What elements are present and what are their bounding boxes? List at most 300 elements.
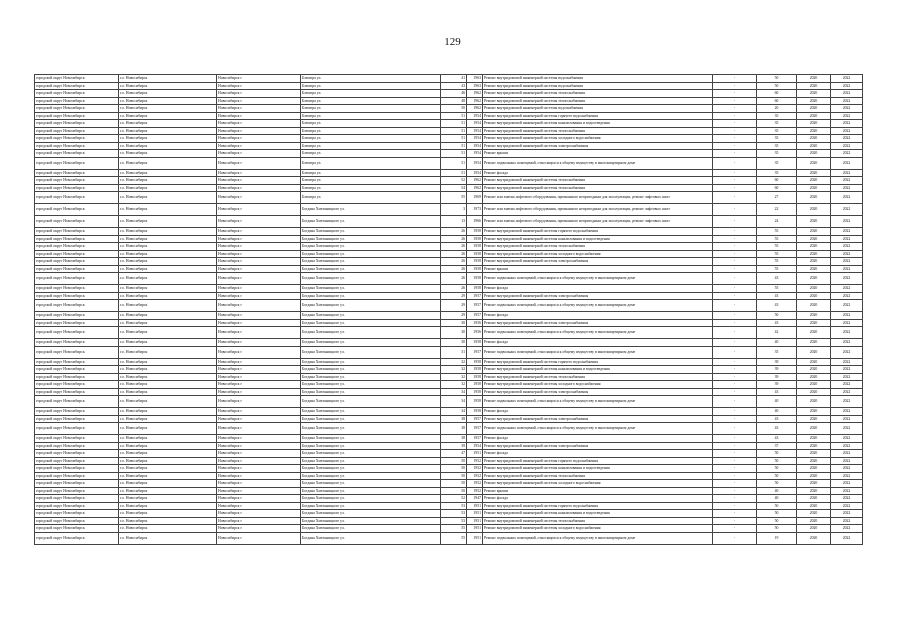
- district-cell: городской округ Новосибирск: [35, 150, 119, 158]
- cost-cell: 50: [757, 75, 797, 83]
- work-type-cell: Ремонт подвальных помещений, относящихся к общему имуществу в многоквартирном доме: [483, 273, 713, 285]
- street-cell: Богдана Хмельницкого ул.: [301, 292, 441, 300]
- dash-cell: -: [713, 373, 757, 381]
- end-year-cell: 2022: [831, 169, 863, 177]
- build-year-cell: 1958: [467, 358, 483, 366]
- cost-cell: 55: [757, 228, 797, 236]
- build-year-cell: 1952: [467, 472, 483, 480]
- street-cell: Богдана Хмельницкого ул.: [301, 388, 441, 396]
- house-number-cell: 53: [441, 502, 467, 510]
- end-year-cell: 2022: [831, 423, 863, 435]
- table-row: [35, 235, 863, 243]
- end-year-cell: 2022: [831, 150, 863, 158]
- end-year-cell: 2022: [831, 366, 863, 374]
- build-year-cell: 1957: [467, 415, 483, 423]
- work-type-cell: Ремонт внутридомовой инженерной системы канализования и водоотведения: [483, 366, 713, 374]
- dash-cell: -: [713, 319, 757, 327]
- house-number-cell: 38: [441, 415, 467, 423]
- start-year-cell: 2020: [797, 235, 831, 243]
- work-type-cell: Ремонт крыши: [483, 487, 713, 495]
- city-cell: г.о. Новосибирск: [119, 480, 217, 488]
- build-year-cell: 1958: [467, 339, 483, 347]
- cost-cell: 35: [757, 150, 797, 158]
- build-year-cell: 1958: [467, 265, 483, 273]
- locality-cell: Новосибирск г: [217, 157, 301, 169]
- build-year-cell: 1952: [467, 465, 483, 473]
- table-row: [35, 517, 863, 525]
- street-cell: Богдана Хмельницкого ул.: [301, 525, 441, 533]
- district-cell: городской округ Новосибирск: [35, 358, 119, 366]
- city-cell: г.о. Новосибирск: [119, 319, 217, 327]
- start-year-cell: 2020: [797, 408, 831, 416]
- end-year-cell: 2022: [831, 465, 863, 473]
- dash-cell: -: [713, 216, 757, 228]
- house-number-cell: 50: [441, 480, 467, 488]
- start-year-cell: 2020: [797, 112, 831, 120]
- work-type-cell: Ремонт внутридомовой инженерной системы теплоснабжения: [483, 472, 713, 480]
- build-year-cell: 1954: [467, 135, 483, 143]
- dash-cell: -: [713, 415, 757, 423]
- locality-cell: Новосибирск г: [217, 120, 301, 128]
- dash-cell: -: [713, 169, 757, 177]
- table-row: [35, 273, 863, 285]
- start-year-cell: 2020: [797, 532, 831, 544]
- district-cell: городской округ Новосибирск: [35, 396, 119, 408]
- street-cell: Богдана Хмельницкого ул.: [301, 502, 441, 510]
- district-cell: городской округ Новосибирск: [35, 127, 119, 135]
- dash-cell: -: [713, 142, 757, 150]
- build-year-cell: 1958: [467, 258, 483, 266]
- street-cell: Богдана Хмельницкого ул.: [301, 442, 441, 450]
- district-cell: городской округ Новосибирск: [35, 75, 119, 83]
- end-year-cell: 2022: [831, 142, 863, 150]
- locality-cell: Новосибирск г: [217, 510, 301, 518]
- street-cell: Богдана Хмельницкого ул.: [301, 373, 441, 381]
- table-row: [35, 184, 863, 192]
- table-row: [35, 105, 863, 113]
- end-year-cell: 2022: [831, 192, 863, 204]
- locality-cell: Новосибирск г: [217, 75, 301, 83]
- table-row: [35, 408, 863, 416]
- locality-cell: Новосибирск г: [217, 300, 301, 312]
- cost-cell: 50: [757, 457, 797, 465]
- street-cell: Богдана Хмельницкого ул.: [301, 250, 441, 258]
- dash-cell: -: [713, 510, 757, 518]
- city-cell: г.о. Новосибирск: [119, 90, 217, 98]
- start-year-cell: 2020: [797, 396, 831, 408]
- end-year-cell: 2022: [831, 177, 863, 185]
- dash-cell: -: [713, 435, 757, 443]
- build-year-cell: 1962: [467, 177, 483, 185]
- locality-cell: Новосибирск г: [217, 396, 301, 408]
- build-year-cell: 1956: [467, 319, 483, 327]
- dash-cell: -: [713, 487, 757, 495]
- street-cell: Богдана Хмельницкого ул.: [301, 381, 441, 389]
- city-cell: г.о. Новосибирск: [119, 169, 217, 177]
- table-row: [35, 204, 863, 216]
- city-cell: г.о. Новосибирск: [119, 339, 217, 347]
- city-cell: г.о. Новосибирск: [119, 135, 217, 143]
- cost-cell: 39: [757, 358, 797, 366]
- city-cell: г.о. Новосибирск: [119, 184, 217, 192]
- street-cell: Блюхера ул.: [301, 177, 441, 185]
- end-year-cell: 2022: [831, 204, 863, 216]
- city-cell: г.о. Новосибирск: [119, 112, 217, 120]
- house-number-cell: 46: [441, 90, 467, 98]
- cost-cell: 35: [757, 346, 797, 358]
- house-number-cell: 26: [441, 273, 467, 285]
- start-year-cell: 2020: [797, 517, 831, 525]
- house-number-cell: 26: [441, 285, 467, 293]
- district-cell: городской округ Новосибирск: [35, 135, 119, 143]
- city-cell: г.о. Новосибирск: [119, 517, 217, 525]
- work-type-cell: Ремонт внутридомовой инженерной системы холодного водоснабжения: [483, 480, 713, 488]
- street-cell: Богдана Хмельницкого ул.: [301, 408, 441, 416]
- street-cell: Блюхера ул.: [301, 90, 441, 98]
- cost-cell: 35: [757, 127, 797, 135]
- work-type-cell: Ремонт внутридомовой инженерной системы теплоснабжения: [483, 373, 713, 381]
- end-year-cell: 2022: [831, 265, 863, 273]
- district-cell: городской округ Новосибирск: [35, 319, 119, 327]
- work-type-cell: Ремонт подвальных помещений, относящихся к общему имуществу в многоквартирном доме: [483, 157, 713, 169]
- house-number-cell: 13: [441, 216, 467, 228]
- city-cell: г.о. Новосибирск: [119, 228, 217, 236]
- city-cell: г.о. Новосибирск: [119, 157, 217, 169]
- dash-cell: -: [713, 273, 757, 285]
- district-cell: городской округ Новосибирск: [35, 510, 119, 518]
- dash-cell: -: [713, 457, 757, 465]
- cost-cell: 50: [757, 525, 797, 533]
- table-row: [35, 339, 863, 347]
- dash-cell: -: [713, 265, 757, 273]
- dash-cell: -: [713, 480, 757, 488]
- dash-cell: -: [713, 112, 757, 120]
- start-year-cell: 2020: [797, 150, 831, 158]
- house-number-cell: 3: [441, 204, 467, 216]
- start-year-cell: 2020: [797, 169, 831, 177]
- end-year-cell: 2022: [831, 373, 863, 381]
- district-cell: городской округ Новосибирск: [35, 192, 119, 204]
- locality-cell: Новосибирск г: [217, 90, 301, 98]
- locality-cell: Новосибирск г: [217, 381, 301, 389]
- end-year-cell: 2022: [831, 472, 863, 480]
- cost-cell: 40: [757, 487, 797, 495]
- cost-cell: 40: [757, 495, 797, 503]
- city-cell: г.о. Новосибирск: [119, 285, 217, 293]
- start-year-cell: 2020: [797, 373, 831, 381]
- build-year-cell: 1962: [467, 105, 483, 113]
- locality-cell: Новосибирск г: [217, 97, 301, 105]
- build-year-cell: 1954: [467, 120, 483, 128]
- dash-cell: -: [713, 184, 757, 192]
- locality-cell: Новосибирск г: [217, 285, 301, 293]
- district-cell: городской округ Новосибирск: [35, 120, 119, 128]
- work-type-cell: Ремонт фасада: [483, 169, 713, 177]
- table-row: [35, 300, 863, 312]
- end-year-cell: 2022: [831, 415, 863, 423]
- work-type-cell: Ремонт внутридомовой инженерной системы канализования и водоотведения: [483, 465, 713, 473]
- locality-cell: Новосибирск г: [217, 472, 301, 480]
- district-cell: городской округ Новосибирск: [35, 258, 119, 266]
- cost-cell: 43: [757, 292, 797, 300]
- house-number-cell: 34: [441, 396, 467, 408]
- district-cell: городской округ Новосибирск: [35, 495, 119, 503]
- build-year-cell: 1958: [467, 373, 483, 381]
- build-year-cell: 1954: [467, 127, 483, 135]
- work-type-cell: Ремонт внутридомовой инженерной системы теплоснабжения: [483, 184, 713, 192]
- start-year-cell: 2020: [797, 415, 831, 423]
- street-cell: Богдана Хмельницкого ул.: [301, 300, 441, 312]
- start-year-cell: 2020: [797, 381, 831, 389]
- house-number-cell: 50: [441, 472, 467, 480]
- work-type-cell: Ремонт или замена лифтового оборудования, признанного непригодным для эксплуатации, ремонт лифтовых шахт: [483, 216, 713, 228]
- end-year-cell: 2022: [831, 112, 863, 120]
- start-year-cell: 2020: [797, 327, 831, 339]
- district-cell: городской округ Новосибирск: [35, 408, 119, 416]
- cost-cell: 55: [757, 265, 797, 273]
- work-type-cell: Ремонт внутридомовой инженерной системы водоснабжения: [483, 82, 713, 90]
- build-year-cell: 1958: [467, 381, 483, 389]
- locality-cell: Новосибирск г: [217, 415, 301, 423]
- house-number-cell: 29: [441, 292, 467, 300]
- cost-cell: 60: [757, 97, 797, 105]
- house-number-cell: 51: [441, 157, 467, 169]
- house-number-cell: 53: [441, 510, 467, 518]
- district-cell: городской округ Новосибирск: [35, 285, 119, 293]
- house-number-cell: 51: [441, 142, 467, 150]
- dash-cell: -: [713, 502, 757, 510]
- city-cell: г.о. Новосибирск: [119, 127, 217, 135]
- build-year-cell: 1963: [467, 82, 483, 90]
- table-row: [35, 525, 863, 533]
- start-year-cell: 2020: [797, 487, 831, 495]
- locality-cell: Новосибирск г: [217, 142, 301, 150]
- start-year-cell: 2020: [797, 105, 831, 113]
- district-cell: городской округ Новосибирск: [35, 339, 119, 347]
- cost-cell: 50: [757, 517, 797, 525]
- locality-cell: Новосибирск г: [217, 258, 301, 266]
- district-cell: городской округ Новосибирск: [35, 450, 119, 458]
- work-type-cell: Ремонт крыши: [483, 265, 713, 273]
- table-row: [35, 388, 863, 396]
- cost-cell: 35: [757, 142, 797, 150]
- house-number-cell: 26: [441, 235, 467, 243]
- district-cell: городской округ Новосибирск: [35, 480, 119, 488]
- locality-cell: Новосибирск г: [217, 388, 301, 396]
- table-row: [35, 450, 863, 458]
- start-year-cell: 2020: [797, 192, 831, 204]
- work-type-cell: Ремонт подвальных помещений, относящихся к общему имуществу в многоквартирном доме: [483, 532, 713, 544]
- start-year-cell: 2020: [797, 75, 831, 83]
- locality-cell: Новосибирск г: [217, 423, 301, 435]
- street-cell: Богдана Хмельницкого ул.: [301, 358, 441, 366]
- locality-cell: Новосибирск г: [217, 435, 301, 443]
- street-cell: Блюхера ул.: [301, 105, 441, 113]
- cost-cell: 43: [757, 423, 797, 435]
- cost-cell: 39: [757, 366, 797, 374]
- district-cell: городской округ Новосибирск: [35, 142, 119, 150]
- build-year-cell: 1958: [467, 388, 483, 396]
- end-year-cell: 2022: [831, 339, 863, 347]
- house-number-cell: 32: [441, 381, 467, 389]
- work-type-cell: Ремонт внутридомовой инженерной системы теплоснабжения: [483, 517, 713, 525]
- end-year-cell: 2022: [831, 97, 863, 105]
- build-year-cell: 1954: [467, 169, 483, 177]
- city-cell: г.о. Новосибирск: [119, 292, 217, 300]
- dash-cell: -: [713, 82, 757, 90]
- city-cell: г.о. Новосибирск: [119, 300, 217, 312]
- start-year-cell: 2020: [797, 258, 831, 266]
- locality-cell: Новосибирск г: [217, 273, 301, 285]
- table-row: [35, 127, 863, 135]
- build-year-cell: 1958: [467, 366, 483, 374]
- table-row: [35, 265, 863, 273]
- locality-cell: Новосибирск г: [217, 204, 301, 216]
- locality-cell: Новосибирск г: [217, 135, 301, 143]
- house-number-cell: 26: [441, 250, 467, 258]
- table-row: [35, 157, 863, 169]
- end-year-cell: 2022: [831, 75, 863, 83]
- district-cell: городской округ Новосибирск: [35, 228, 119, 236]
- table-row: [35, 292, 863, 300]
- house-number-cell: 54: [441, 184, 467, 192]
- build-year-cell: 1957: [467, 312, 483, 320]
- table-row: [35, 216, 863, 228]
- end-year-cell: 2022: [831, 450, 863, 458]
- end-year-cell: 2022: [831, 82, 863, 90]
- dash-cell: -: [713, 388, 757, 396]
- table-row: [35, 480, 863, 488]
- city-cell: г.о. Новосибирск: [119, 265, 217, 273]
- start-year-cell: 2020: [797, 388, 831, 396]
- cost-cell: 43: [757, 388, 797, 396]
- house-number-cell: 55: [441, 525, 467, 533]
- cost-cell: 39: [757, 381, 797, 389]
- street-cell: Богдана Хмельницкого ул.: [301, 273, 441, 285]
- table-row: [35, 435, 863, 443]
- cost-cell: 40: [757, 408, 797, 416]
- locality-cell: Новосибирск г: [217, 495, 301, 503]
- dash-cell: -: [713, 204, 757, 216]
- dash-cell: -: [713, 97, 757, 105]
- house-number-cell: 55: [441, 532, 467, 544]
- work-type-cell: Ремонт внутридомовой инженерной системы водоснабжения: [483, 75, 713, 83]
- dash-cell: -: [713, 292, 757, 300]
- table-row: [35, 495, 863, 503]
- cost-cell: 50: [757, 82, 797, 90]
- start-year-cell: 2020: [797, 177, 831, 185]
- city-cell: г.о. Новосибирск: [119, 243, 217, 251]
- table-row: [35, 250, 863, 258]
- dash-cell: -: [713, 228, 757, 236]
- house-number-cell: 29: [441, 312, 467, 320]
- district-cell: городской округ Новосибирск: [35, 327, 119, 339]
- street-cell: Богдана Хмельницкого ул.: [301, 228, 441, 236]
- street-cell: Богдана Хмельницкого ул.: [301, 265, 441, 273]
- end-year-cell: 2022: [831, 105, 863, 113]
- start-year-cell: 2020: [797, 300, 831, 312]
- house-number-cell: 51: [441, 169, 467, 177]
- build-year-cell: 1951: [467, 517, 483, 525]
- locality-cell: Новосибирск г: [217, 327, 301, 339]
- city-cell: г.о. Новосибирск: [119, 366, 217, 374]
- district-cell: городской округ Новосибирск: [35, 265, 119, 273]
- street-cell: Блюхера ул.: [301, 112, 441, 120]
- cost-cell: 43: [757, 319, 797, 327]
- city-cell: г.о. Новосибирск: [119, 75, 217, 83]
- dash-cell: -: [713, 90, 757, 98]
- start-year-cell: 2020: [797, 502, 831, 510]
- work-type-cell: Ремонт подвальных помещений, относящихся к общему имуществу в многоквартирном доме: [483, 327, 713, 339]
- dash-cell: -: [713, 258, 757, 266]
- work-type-cell: Ремонт внутридомовой инженерной системы горячего водоснабжения: [483, 112, 713, 120]
- dash-cell: -: [713, 366, 757, 374]
- start-year-cell: 2020: [797, 423, 831, 435]
- build-year-cell: 1954: [467, 142, 483, 150]
- start-year-cell: 2020: [797, 495, 831, 503]
- city-cell: г.о. Новосибирск: [119, 150, 217, 158]
- end-year-cell: 2022: [831, 135, 863, 143]
- work-type-cell: Ремонт подвальных помещений, относящихся к общему имуществу в многоквартирном доме: [483, 396, 713, 408]
- cost-cell: 22: [757, 204, 797, 216]
- end-year-cell: 2022: [831, 532, 863, 544]
- build-year-cell: 1951: [467, 510, 483, 518]
- street-cell: Богдана Хмельницкого ул.: [301, 339, 441, 347]
- cost-cell: 55: [757, 258, 797, 266]
- house-number-cell: 26: [441, 228, 467, 236]
- city-cell: г.о. Новосибирск: [119, 97, 217, 105]
- end-year-cell: 2022: [831, 243, 863, 251]
- locality-cell: Новосибирск г: [217, 319, 301, 327]
- house-number-cell: 55: [441, 192, 467, 204]
- start-year-cell: 2020: [797, 435, 831, 443]
- dash-cell: -: [713, 177, 757, 185]
- work-type-cell: Ремонт внутридомовой инженерной системы электроснабжения: [483, 319, 713, 327]
- locality-cell: Новосибирск г: [217, 532, 301, 544]
- district-cell: городской округ Новосибирск: [35, 184, 119, 192]
- build-year-cell: 1952: [467, 480, 483, 488]
- street-cell: Богдана Хмельницкого ул.: [301, 258, 441, 266]
- table-row: [35, 532, 863, 544]
- house-number-cell: 32: [441, 373, 467, 381]
- cost-cell: 24: [757, 216, 797, 228]
- work-type-cell: Ремонт внутридомовой инженерной системы горячего водоснабжения: [483, 358, 713, 366]
- work-type-cell: Ремонт внутридомовой инженерной системы горячего водоснабжения: [483, 228, 713, 236]
- dash-cell: -: [713, 105, 757, 113]
- dash-cell: -: [713, 250, 757, 258]
- work-type-cell: Ремонт внутридомовой инженерной системы холодного водоснабжения: [483, 381, 713, 389]
- table-row: [35, 75, 863, 83]
- work-type-cell: Ремонт внутридомовой инженерной системы электроснабжения: [483, 415, 713, 423]
- work-type-cell: Ремонт подвальных помещений, относящихся к общему имуществу в многоквартирном доме: [483, 346, 713, 358]
- street-cell: Блюхера ул.: [301, 82, 441, 90]
- end-year-cell: 2022: [831, 396, 863, 408]
- city-cell: г.о. Новосибирск: [119, 396, 217, 408]
- build-year-cell: 1962: [467, 90, 483, 98]
- cost-cell: 50: [757, 465, 797, 473]
- locality-cell: Новосибирск г: [217, 339, 301, 347]
- district-cell: городской округ Новосибирск: [35, 169, 119, 177]
- house-number-cell: 41: [441, 75, 467, 83]
- street-cell: Блюхера ул.: [301, 157, 441, 169]
- build-year-cell: 1958: [467, 235, 483, 243]
- start-year-cell: 2020: [797, 465, 831, 473]
- table-row: [35, 312, 863, 320]
- city-cell: г.о. Новосибирск: [119, 120, 217, 128]
- dash-cell: -: [713, 157, 757, 169]
- dash-cell: -: [713, 135, 757, 143]
- city-cell: г.о. Новосибирск: [119, 495, 217, 503]
